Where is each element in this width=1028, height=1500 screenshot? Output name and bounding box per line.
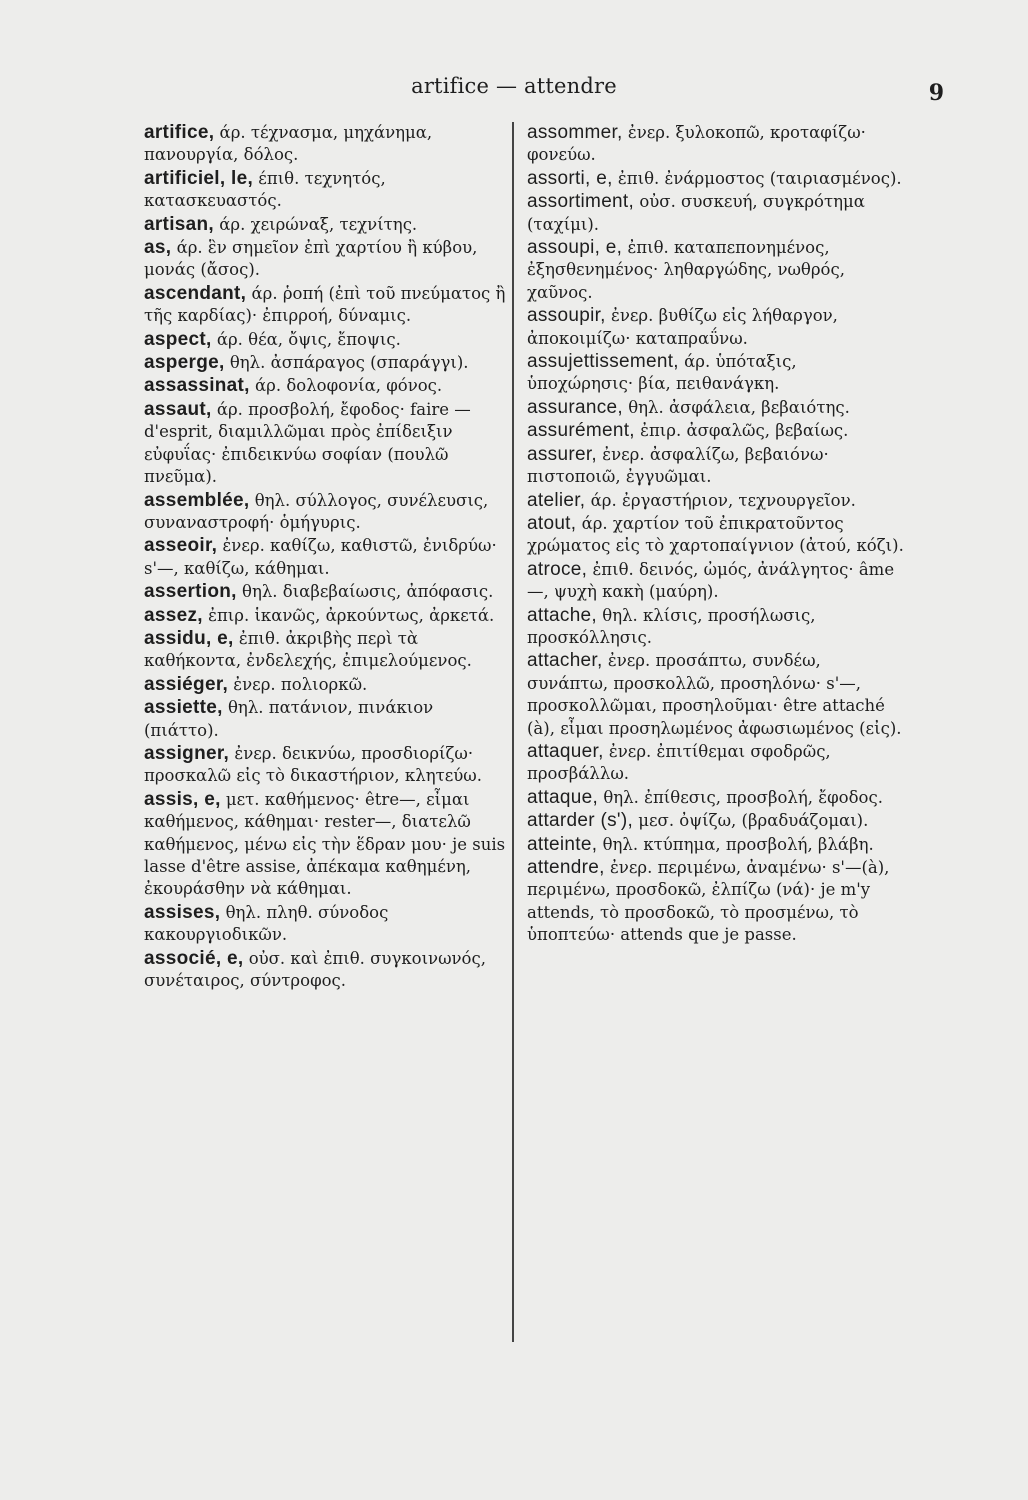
entry-definition: άρ. προσβολή, ἔφοδος· faire — d'esprit, διαμιλλῶμαι πρὸς ἐπίδειξιν εὐφυΐας· ἐπιδεικνύω σοφίαν (πουλῶ πνεῦμα). [144,399,471,487]
entry-headword: assigner, [144,742,230,764]
entry-definition: ἐπιθ. δεινός, ὠμός, ἀνάλγητος· âme—, ψυχὴ κακὴ (μαύρη). [527,559,895,602]
running-head: artifice — attendre [411,74,617,98]
entry-headword: asperge, [144,352,225,374]
entry-definition: οὐσ. καὶ ἐπιθ. συγκοινωνός, συνέταιρος, σύντροφος. [144,948,486,991]
entry-definition: ἐνερ. ξυλοκοπῶ, κροταφίζω· φονεύω. [527,123,866,165]
dictionary-entry [144,375,506,397]
entry-definition: ἐνερ. πολιορκῶ. [233,674,368,694]
entry-headword: assurément, [527,420,635,442]
dictionary-entry [527,787,907,809]
dictionary-entry [527,857,907,947]
entry-definition: ἐπιρ. ἀσφαλῶς, βεβαίως. [640,421,849,441]
entry-headword: assiette, [144,697,223,719]
entry-headword: assis, e, [144,788,221,810]
entry-headword: assoupir, [527,305,606,327]
dictionary-entry [527,122,907,167]
dictionary-entry [144,535,506,580]
entry-definition: άρ. δολοφονία, φόνος. [255,376,443,396]
entry-definition: έπιθ. τεχνητός, κατασκευαστός. [144,168,386,211]
entry-headword: assurance, [527,396,623,418]
entry-headword: asseoir, [144,535,218,557]
dictionary-entry [527,559,907,604]
entry-definition: οὐσ. συσκευή, συγκρότημα (ταχίμι). [527,192,865,234]
entry-definition: ἐπιρ. ἱκανῶς, ἀρκούντως, ἀρκετά. [208,605,495,625]
dictionary-entry [527,420,907,442]
dictionary-entry [144,902,506,947]
dictionary-entry [144,743,506,788]
entry-headword: assaut, [144,398,212,420]
entry-headword: assez, [144,604,203,626]
entry-definition: θηλ. πατάνιον, πινάκιον (πιάττο). [144,698,434,740]
entry-headword: ascendant, [144,282,247,304]
dictionary-entry [144,237,506,282]
entry-definition: άρ. χαρτίον τοῦ ἐπικρατοῦντος χρώματος εἰς τὸ χαρτοπαίγνιον (ἀτού, κόζι). [527,513,904,556]
entry-headword: assiéger, [144,673,229,695]
entry-definition: θηλ. διαβεβαίωσις, ἀπόφασις. [242,582,494,602]
column-divider [512,122,514,1342]
entry-definition: ἐπιθ. ἀκριβὴς περὶ τὰ καθήκοντα, ἐνδελεχής, ἐπιμελούμενος. [144,628,472,671]
entry-headword: attaque, [527,786,599,808]
dictionary-entry [144,490,506,535]
entry-definition: θηλ. πληθ. σύνοδος κακουργιοδικῶν. [144,902,389,945]
entry-headword: aspect, [144,328,212,350]
dictionary-entry [527,490,907,512]
entry-definition: ἐνερ. ἀσφαλίζω, βεβαιόνω· πιστοποιῶ, ἐγγυῶμαι. [527,444,829,487]
entry-headword: assoupi, e, [527,237,623,259]
entry-definition: ἐνερ. ἐπιτίθεμαι σφοδρῶς, προσβάλλω. [527,741,831,784]
entry-definition: άρ. θέα, ὄψις, ἔποψις. [216,329,401,349]
dictionary-entry [144,697,506,742]
entry-definition: ἐνερ. καθίζω, καθιστῶ, ἐνιδρύω· s'—, καθίζω, κάθημαι. [144,536,497,578]
entry-headword: atroce, [527,558,588,580]
entry-headword: assemblée, [144,489,250,511]
entry-definition: μετ. καθήμενος· être—, εἶμαι καθήμενος, κάθημαι· rester—, διατελῶ καθήμενος, μένω εἰς τὴν ἕδραν μου· je suis lasse d'être assise, ἀπέκαμα καθημένη, ἐκουράσθην νὰ κάθημαι. [144,789,506,899]
entry-headword: as, [144,237,172,259]
entry-definition: ἐπιθ. ἐνάρμοστος (ταιριασμένος). [617,168,902,188]
entry-definition: θηλ. ἀσπάραγος (σπαράγγι). [229,353,469,373]
dictionary-entry [527,650,907,740]
entry-definition: άρ. χειρώναξ, τεχνίτης. [219,214,418,234]
dictionary-entry [144,628,506,673]
entry-definition: άρ. ῥοπή (ἐπὶ τοῦ πνεύματος ἢ τῆς καρδίας)· ἐπιρροή, δύναμις. [144,283,506,326]
entry-headword: assujettissement, [527,351,679,373]
entry-headword: atout, [527,512,577,534]
dictionary-entry [527,168,907,190]
entry-definition: μεσ. ὀψίζω, (βραδυάζομαι). [638,811,869,831]
dictionary-entry [144,789,506,901]
entry-headword: assises, [144,901,221,923]
dictionary-entry [144,399,506,489]
entry-headword: assorti, e, [527,167,613,189]
entry-definition: θηλ. σύλλογος, συνέλευσις, συναναστροφή· ὁμήγυρις. [144,490,489,532]
entry-headword: assortiment, [527,191,635,213]
entry-headword: attacher, [527,650,603,672]
dictionary-entry [527,605,907,650]
dictionary-entry [527,513,907,558]
right-column [527,122,907,948]
dictionary-entry [144,352,506,374]
entry-headword: associé, e, [144,947,244,969]
entry-headword: attache, [527,604,598,626]
dictionary-entry [527,237,907,304]
entry-headword: artifice, [144,122,215,143]
entry-headword: attaquer, [527,740,604,762]
entry-headword: assassinat, [144,375,250,397]
dictionary-entry [144,283,506,328]
dictionary-entry [144,581,506,603]
dictionary-entry [527,351,907,396]
entry-definition: ἐπιθ. καταπεπονημένος, ἐξησθενημένος· ληθαργώδης, νωθρός, χαῦνος. [527,238,845,302]
dictionary-entry [527,444,907,489]
dictionary-entry [527,305,907,350]
entry-definition: θηλ. κτύπημα, προσβολή, βλάβη. [602,834,874,854]
dictionary-entry [527,741,907,786]
entry-headword: assurer, [527,443,597,465]
dictionary-entry [144,605,506,627]
dictionary-entry [527,810,907,832]
entry-headword: artificiel, le, [144,167,254,189]
entry-definition: ἐνερ. περιμένω, ἀναμένω· s'—(à), περιμένω, προσδοκῶ, ἐλπίζω (νά)· je m'y attends, τὸ προσδοκῶ, τὸ προσμένω, τὸ ὑποπτεύω· attends que je passe. [527,858,890,945]
entry-definition: άρ. τέχνασμα, μηχάνημα, πανουργία, δόλος. [144,123,433,165]
left-column [144,122,506,993]
entry-definition: θηλ. κλίσις, προσήλωσις, προσκόλλησις. [527,605,816,647]
dictionary-entry [144,122,506,167]
dictionary-entry [527,397,907,419]
entry-definition: άρ. ὑπόταξις, ὑποχώρησις· βία, πειθανάγκη. [527,352,797,394]
entry-headword: assertion, [144,581,237,603]
page-number: 9 [928,80,944,106]
entry-headword: attendre, [527,857,605,878]
entry-headword: atelier, [527,489,586,511]
dictionary-entry [144,168,506,213]
entry-headword: assidu, e, [144,627,234,649]
entry-definition: άρ. ἓν σημεῖον ἐπὶ χαρτίου ἢ κύβου, μονάς (ἄσος). [144,238,478,280]
entry-headword: attarder (s'), [527,810,634,832]
entry-definition: άρ. ἐργαστήριον, τεχνουργεῖον. [590,490,856,510]
dictionary-entry [144,214,506,236]
dictionary-entry [527,191,907,236]
entry-definition: θηλ. ἐπίθεσις, προσβολή, ἔφοδος. [603,787,883,807]
dictionary-entry [144,948,506,993]
dictionary-entry [144,674,506,696]
entry-definition: ἐνερ. δεικνύω, προσδιορίζω· προσκαλῶ εἰς τὸ δικαστήριον, κλητεύω. [144,743,482,786]
entry-headword: atteinte, [527,833,598,855]
dictionary-entry [527,834,907,856]
entry-headword: artisan, [144,213,214,235]
entry-headword: assommer, [527,122,623,143]
entry-definition: θηλ. ἀσφάλεια, βεβαιότης. [628,397,850,417]
dictionary-entry [144,329,506,351]
entry-definition: ἐνερ. προσάπτω, συνδέω, συνάπτω, προσκολλῶ, προσηλόνω· s'—, προσκολλῶμαι, προσηλοῦμαι· être attaché (à), εἶμαι προσηλωμένος ἀφωσιωμένος (εἰς). [527,651,902,738]
entry-definition: ἐνερ. βυθίζω εἰς λήθαργον, ἀποκοιμίζω· καταπραΰνω. [527,306,838,348]
